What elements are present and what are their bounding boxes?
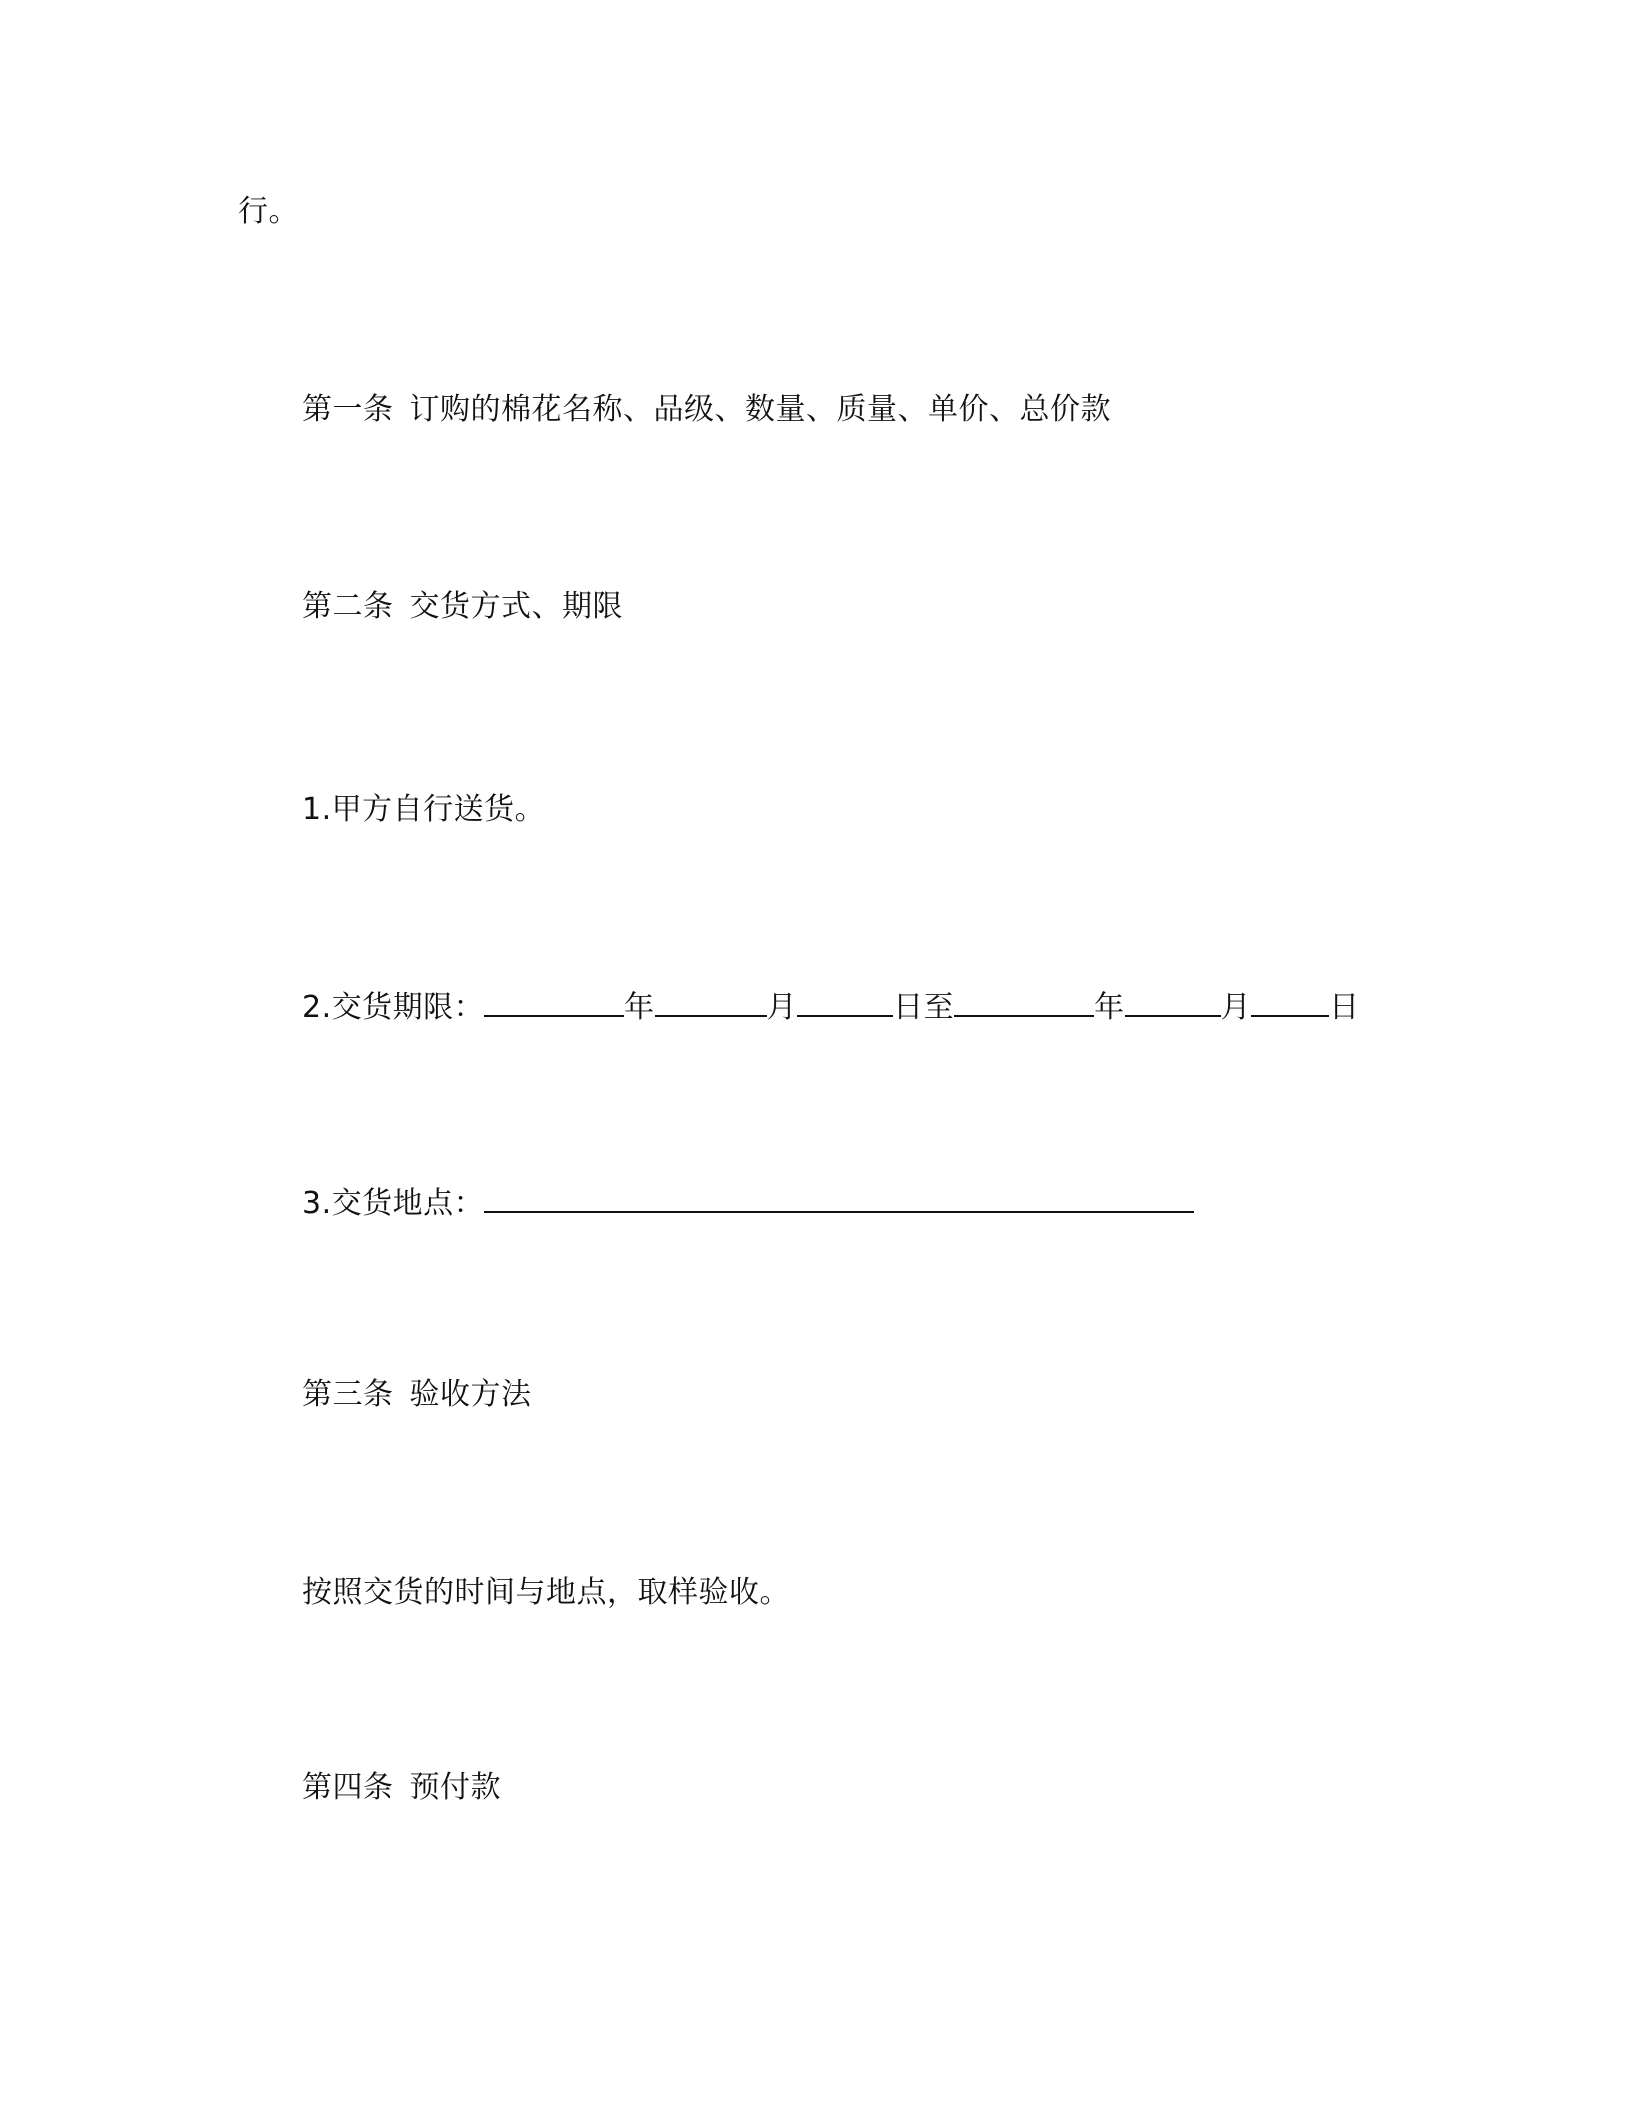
start-year-unit: 年 — [624, 990, 655, 1025]
article-1-heading — [302, 390, 1111, 430]
clause-1-text: 1.甲方自行送货。 — [302, 792, 546, 827]
end-day-unit: 日 — [1329, 990, 1360, 1025]
article-3-title: 验收方法 — [409, 1377, 532, 1412]
article-4-title: 预付款 — [409, 1770, 501, 1805]
clause-2-delivery-period — [302, 985, 1360, 1028]
article-3-number: 第三条 — [302, 1377, 394, 1412]
delivery-location-label: 3.交货地点： — [302, 1186, 485, 1221]
blank-delivery-location[interactable] — [484, 1181, 1194, 1213]
article-2-title: 交货方式、期限 — [409, 589, 623, 624]
blank-end-year[interactable] — [954, 985, 1094, 1017]
continuation-text: 行。 — [238, 194, 299, 229]
end-month-unit: 月 — [1220, 990, 1252, 1025]
end-year-unit: 年 — [1094, 990, 1125, 1025]
blank-end-month[interactable] — [1125, 985, 1221, 1017]
inspection-method-body: 按照交货的时间与地点，取样验收。 — [302, 1575, 790, 1610]
blank-start-year[interactable] — [484, 985, 624, 1017]
article-4-number: 第四条 — [302, 1770, 394, 1805]
clause-3-delivery-location — [302, 1181, 1194, 1224]
article-2-number: 第二条 — [302, 589, 394, 624]
article-4-heading — [302, 1768, 501, 1808]
blank-end-day[interactable] — [1251, 985, 1329, 1017]
inspection-method-text — [302, 1573, 790, 1613]
article-3-heading — [302, 1375, 532, 1415]
blank-start-month[interactable] — [655, 985, 767, 1017]
start-day-to-unit: 日至 — [893, 990, 955, 1025]
continuation-line — [238, 192, 299, 232]
start-month-unit: 月 — [766, 990, 798, 1025]
article-2-heading — [302, 587, 623, 627]
article-1-title: 订购的棉花名称、品级、数量、质量、单价、总价款 — [409, 392, 1111, 427]
article-1-number: 第一条 — [302, 392, 394, 427]
delivery-period-label: 2.交货期限： — [302, 990, 485, 1025]
blank-start-day[interactable] — [797, 985, 893, 1017]
clause-1-self-delivery — [302, 790, 545, 830]
